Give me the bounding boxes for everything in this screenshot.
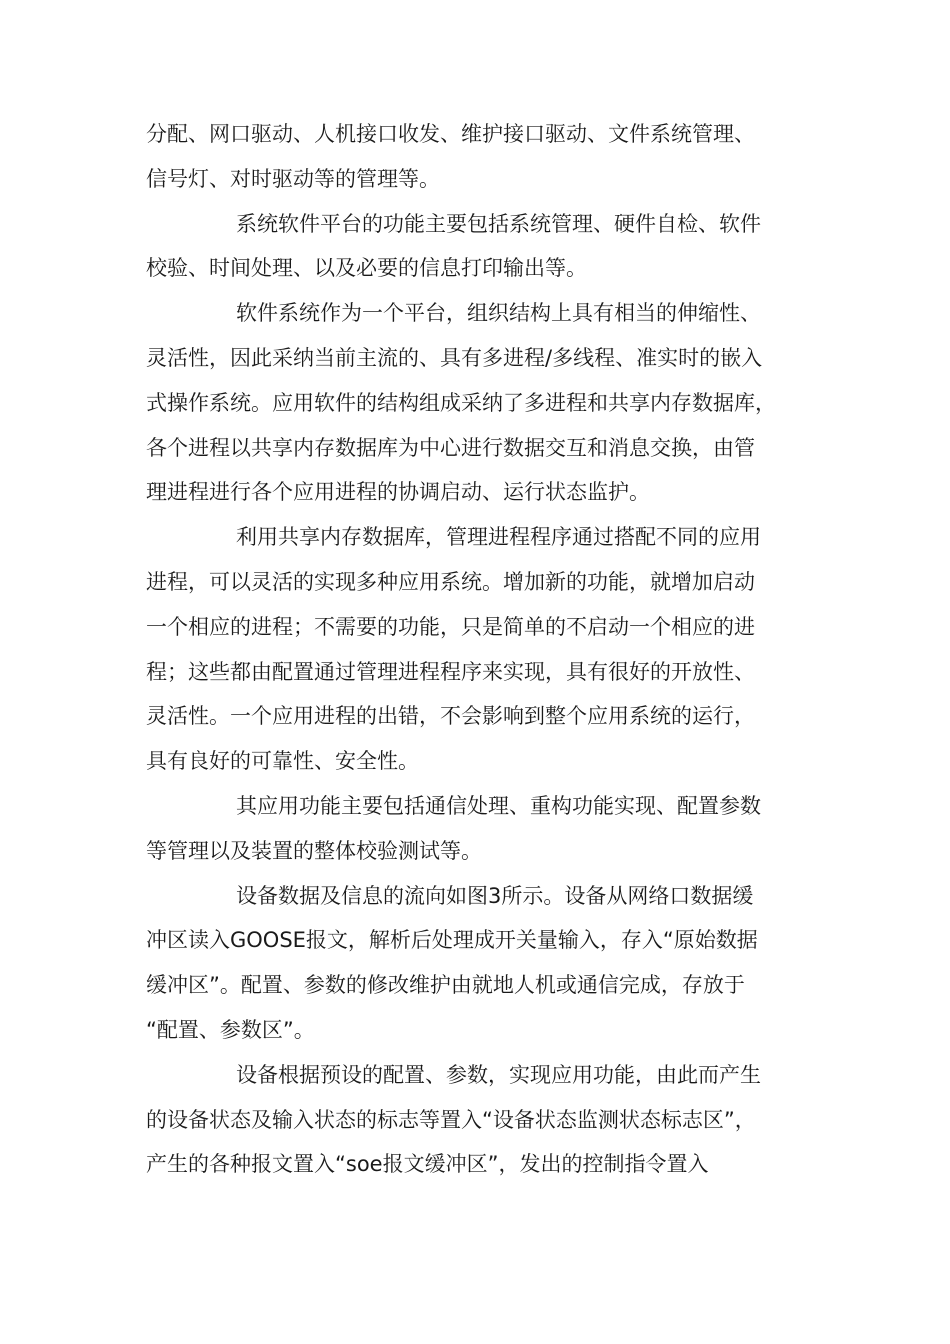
text-line: 各个进程以共享内存数据库为中心进行数据交互和消息交换，由管 [146,435,755,460]
text-line: 等管理以及装置的整体校验测试等。 [146,838,482,863]
paragraph-first-line: 设备根据预设的配置、参数，实现应用功能，由此而产生 [236,1062,761,1087]
text-line: 具有良好的可靠性、安全性。 [146,749,419,774]
text-line: 的设备状态及输入状态的标志等置入“设备状态监测状态标志区”， [146,1107,756,1132]
text-line: 冲区读入GOOSE报文，解析后处理成开关量输入，存入“原始数据 [146,928,758,953]
text-line: 产生的各种报文置入“soe报文缓冲区”，发出的控制指令置入 [146,1152,709,1177]
paragraph-first-line: 其应用功能主要包括通信处理、重构功能实现、配置参数 [236,793,761,818]
paragraph-first-line: 系统软件平台的功能主要包括系统管理、硬件自检、软件 [236,211,761,236]
text-line: 进程，可以灵活的实现多种应用系统。增加新的功能，就增加启动 [146,569,755,594]
paragraph-first-line: 设备数据及信息的流向如图3所示。设备从网络口数据缓 [236,883,754,908]
text-line: 程；这些都由配置通过管理进程程序来实现，具有很好的开放性、 [146,659,755,684]
text-line: 灵活性，因此采纳当前主流的、具有多进程/多线程、准实时的嵌入 [146,345,763,370]
document-body [146,112,816,1187]
text-line: 灵活性。一个应用进程的出错，不会影响到整个应用系统的运行， [146,704,755,729]
text-line: 式操作系统。应用软件的结构组成采纳了多进程和共享内存数据库， [146,390,776,415]
paragraph-first-line: 软件系统作为一个平台，组织结构上具有相当的伸缩性、 [236,301,761,326]
text-line: 理进程进行各个应用进程的协调启动、运行状态监护。 [146,480,650,505]
text-line: 一个相应的进程；不需要的功能，只是简单的不启动一个相应的进 [146,614,755,639]
text-line: 缓冲区”。配置、参数的修改维护由就地人机或通信完成，存放于 [146,973,745,998]
paragraph-first-line: 利用共享内存数据库，管理进程程序通过搭配不同的应用 [236,525,761,550]
text-line: 校验、时间处理、以及必要的信息打印输出等。 [146,256,587,281]
text-line: “配置、参数区”。 [146,1017,315,1042]
text-line: 分配、网口驱动、人机接口收发、维护接口驱动、文件系统管理、 [146,122,755,146]
text-line: 信号灯、对时驱动等的管理等。 [146,166,440,191]
